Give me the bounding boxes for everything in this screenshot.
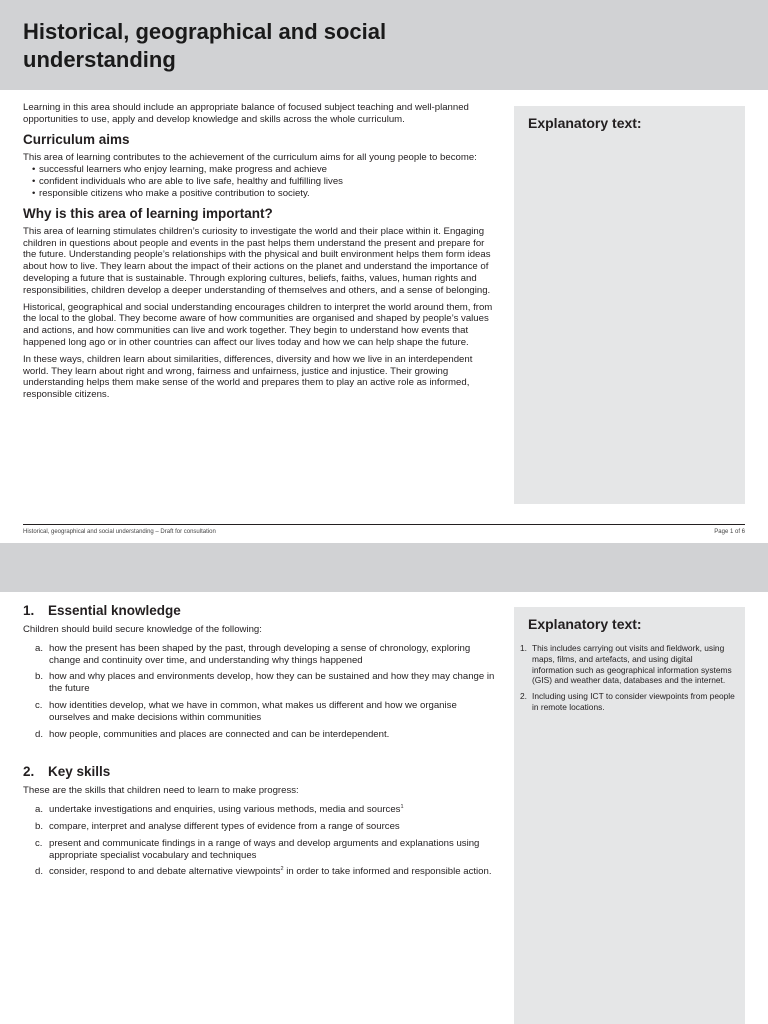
- curriculum-aims-heading: Curriculum aims: [23, 131, 130, 147]
- aims-list-item: • successful learners who enjoy learning, make progress and achieve: [32, 164, 499, 176]
- key-skills-section: [23, 764, 499, 878]
- item-letter: a.: [35, 804, 44, 816]
- note-number: 2.: [520, 691, 527, 702]
- list-item: [23, 866, 499, 878]
- section-title: Essential knowledge: [48, 603, 181, 618]
- footnote-ref: 2: [280, 866, 284, 873]
- footnote-ref: 1: [400, 803, 404, 810]
- note-text: Including using ICT to consider viewpoints from people in remote locations.: [532, 691, 735, 712]
- curriculum-aims-text: This area of learning contributes to the achievement of the curriculum aims for all young people to become:: [23, 151, 477, 163]
- section-number: 2.: [23, 764, 35, 780]
- essential-knowledge-section: [23, 603, 499, 740]
- item-text: undertake investigations and enquiries, using various methods, media and sources: [49, 804, 401, 816]
- explanatory-panel: [514, 106, 745, 504]
- list-item: [23, 821, 499, 833]
- item-letter: d.: [35, 866, 44, 878]
- item-letter: b.: [35, 820, 44, 832]
- why-paragraph: This area of learning stimulates children’s curiosity to investigate the world and their place within it. Engaging children in questions about people and events in the past helps them understand the present and prepare for the future. Understanding people’s relationships with the physical and built environment helps them form ideas about how to live. They learn about the impact of their actions on the planet and understand the importance of developing a future that is sustainable. Through exploring cultures, beliefs, faiths, values, human rights and responsibilities, children develop a deeper understanding of themselves and others, and a sense of belonging.: [23, 225, 491, 296]
- skills-intro: These are the skills that children need to learn to make progress:: [23, 785, 299, 797]
- skills-list: [23, 804, 499, 878]
- key-skills-heading: [23, 764, 499, 780]
- note-item: [520, 691, 736, 713]
- explanatory-notes: [520, 643, 736, 718]
- aims-list: [23, 164, 499, 199]
- footer-divider: [23, 524, 745, 525]
- why-paragraph: In these ways, children learn about similarities, differences, diversity and how we live in an interdependent world. They learn about right and wrong, fairness and unfairness, justice and injustice. Their growing understanding helps them make sense of the world and prepares them to play an active role as informed, responsible citizens.: [23, 353, 473, 401]
- aims-list-item: • confident individuals who are able to live safe, healthy and fulfilling lives: [32, 176, 499, 188]
- footer-doc-title: Historical, geographical and social understanding – Draft for consultation: [23, 529, 216, 535]
- item-text: how identities develop, what we have in common, what makes us different and how we organise ourselves and make decisions within communities: [49, 699, 457, 723]
- item-letter: c.: [35, 699, 43, 711]
- item-text: how the present has been shaped by the past, through developing a sense of chronology, exploring change and continuity over time, and understanding why things happened: [49, 642, 471, 666]
- item-text: compare, interpret and analyse different types of evidence from a range of sources: [49, 820, 400, 832]
- list-item: [23, 671, 499, 695]
- list-item: [23, 643, 499, 667]
- page-separator: [0, 543, 768, 592]
- explanatory-title: Explanatory text:: [528, 616, 642, 632]
- note-item: [520, 643, 736, 686]
- essential-knowledge-heading: [23, 603, 499, 619]
- note-number: 1.: [520, 643, 527, 653]
- note-text: This includes carrying out visits and fieldwork, using maps, films, and artefacts, and using digital information such as geographical information systems (GIS) and weather data, databases and the internet.: [532, 643, 732, 686]
- essential-list: [23, 643, 499, 741]
- item-text: consider, respond to and debate alternative viewpoints: [49, 866, 281, 878]
- page-number: Page 1 of 6: [714, 529, 745, 535]
- aims-list-item: • responsible citizens who make a positive contribution to society.: [32, 188, 499, 200]
- page1-main-content: [23, 102, 499, 406]
- item-letter: b.: [35, 671, 44, 683]
- why-paragraph: Historical, geographical and social understanding encourages children to interpret the world around them, from the local to the global. They become aware of how communities are organised and shaped by people’s values and actions, and how communities can live and work together. They begin to understand how events that happened long ago or in other countries can affect our lives today and how we can help shape the future.: [23, 301, 493, 348]
- intro-paragraph: Learning in this area should include an appropriate balance of focused subject teaching and well-planned opportunities to use, apply and develop knowledge and skills across the whole curriculum.: [23, 102, 469, 125]
- list-item: [23, 700, 499, 724]
- section-number: 1.: [23, 603, 35, 618]
- section-title: Key skills: [48, 764, 111, 780]
- essential-intro: Children should build secure knowledge of the following:: [23, 624, 262, 635]
- item-text: how and why places and environments develop, how they can be sustained and how they may change in the future: [49, 671, 495, 695]
- why-important-heading: Why is this area of learning important?: [23, 205, 273, 221]
- explanatory-title: Explanatory text:: [528, 115, 642, 131]
- item-letter: c.: [35, 837, 43, 849]
- item-text: present and communicate findings in a range of ways and develop arguments and explanations using appropriate specialist vocabulary and techniques: [49, 837, 480, 861]
- explanatory-panel: [514, 607, 745, 1024]
- item-text: how people, communities and places are connected and can be interdependent.: [49, 728, 390, 740]
- page-title: Historical, geographical and social understanding: [23, 19, 387, 72]
- item-letter: d.: [35, 728, 44, 740]
- list-item: [23, 729, 499, 741]
- list-item: [23, 838, 499, 862]
- item-letter: a.: [35, 642, 44, 654]
- list-item: [23, 804, 499, 816]
- page2-main-content: [23, 603, 499, 883]
- item-text: in order to take informed and responsible action.: [283, 866, 492, 878]
